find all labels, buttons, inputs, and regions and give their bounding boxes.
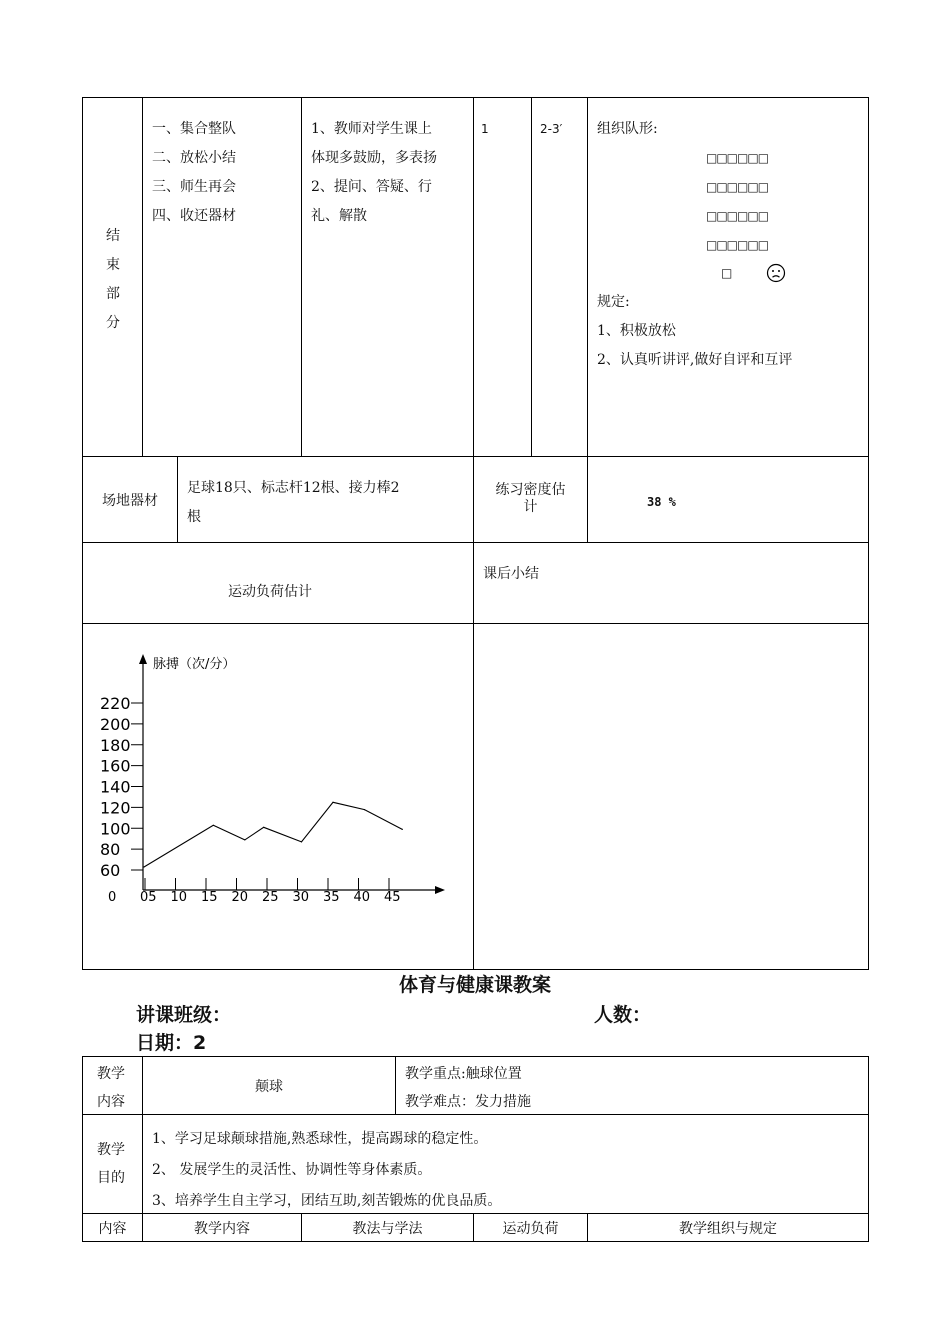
x-tick-label: 20	[231, 890, 249, 905]
y-tick-label: 120	[100, 798, 131, 818]
goal-item: 3、培养学生自主学习，团结互助,刻苦锻炼的优良品质。	[152, 1193, 502, 1209]
divider	[473, 97, 474, 457]
difficulty: 教学难点：发力措施	[405, 1094, 531, 1110]
formation-row: □□□□□□	[706, 209, 769, 223]
content-label: 教学 内容	[97, 1066, 125, 1110]
y-tick-label: 180	[100, 735, 131, 755]
y-tick-label: 100	[100, 819, 131, 839]
org-title: 组织队形:	[597, 121, 658, 137]
frown-face-icon	[766, 263, 786, 283]
pulse-chart	[83, 624, 473, 969]
summary-label: 课后小结	[483, 566, 539, 582]
x-tick-label: 30	[292, 890, 310, 905]
divider	[473, 457, 474, 970]
data-point	[402, 829, 403, 830]
divider	[587, 97, 588, 457]
col-header-organization: 教学组织与规定	[679, 1221, 777, 1237]
divider	[82, 456, 869, 457]
rules: 1、积极放松 2、认真听讲评,做好自评和互评	[597, 323, 793, 368]
divider	[395, 1056, 396, 1114]
formation	[706, 144, 768, 260]
formation-row: □□□□□□	[706, 180, 769, 194]
goal-item: 1、学习足球颠球措施,熟悉球性，提高踢球的稳定性。	[152, 1131, 488, 1147]
key-point: 教学重点:触球位置	[405, 1066, 522, 1082]
date-label: 日期：2	[136, 1032, 207, 1054]
x-axis-arrow	[435, 886, 445, 894]
equipment-value: 足球18只、标志杆12根、接力棒2 根	[187, 480, 400, 525]
y-tick-label: 140	[100, 777, 131, 797]
col-header-section: 内容	[98, 1221, 127, 1237]
x-tick-label: 10	[170, 890, 188, 905]
divider	[301, 97, 302, 457]
divider	[142, 97, 143, 457]
origin-label: 0	[108, 890, 117, 905]
divider	[531, 97, 532, 457]
data-point	[244, 839, 245, 840]
page-title: 体育与健康课教案	[398, 974, 551, 996]
divider	[587, 457, 588, 543]
data-point	[213, 825, 214, 826]
x-tick-label: 05	[140, 890, 157, 905]
goal-item: 2、 发展学生的灵活性、协调性等身体素质。	[152, 1162, 432, 1178]
content-value: 颠球	[255, 1078, 283, 1095]
data-point	[364, 809, 365, 810]
divider	[177, 457, 178, 543]
x-tick-label: 25	[262, 890, 279, 905]
density-label: 练习密度估 计	[495, 482, 566, 515]
formation-row: □□□□□□	[706, 238, 769, 252]
pulse-series-line	[144, 802, 402, 867]
teacher-mark: □	[721, 266, 733, 280]
y-tick-label: 80	[100, 840, 121, 860]
goal-label: 教学 目的	[97, 1142, 125, 1186]
goals	[152, 1124, 501, 1217]
y-tick-label: 60	[100, 861, 121, 880]
class-label: 讲课班级：	[136, 1004, 232, 1026]
y-tick-label: 200	[100, 714, 131, 734]
y-tick-label: 220	[100, 694, 131, 713]
section-label-ending: 结 束 部 分	[106, 228, 120, 331]
col-header-load: 运动负荷	[502, 1221, 559, 1237]
ending-method: 1、教师对学生课上 体现多鼓励，多表扬 2、提问、答疑、行 礼、解散	[311, 121, 437, 224]
data-point	[332, 802, 333, 803]
data-point	[301, 841, 302, 842]
formation-row: □□□□□□	[706, 151, 769, 165]
y-axis-arrow	[139, 654, 147, 664]
ending-duration: 2-3′	[540, 122, 563, 136]
y-tick-label: 160	[100, 756, 131, 776]
col-header-content: 教学内容	[194, 1221, 250, 1237]
x-tick-label: 40	[353, 890, 371, 905]
data-point	[263, 827, 264, 828]
count-label: 人数：	[594, 1004, 652, 1026]
x-tick-label: 15	[201, 890, 218, 905]
y-axis-label: 脉搏（次/分）	[153, 657, 236, 672]
rules-title: 规定:	[597, 294, 630, 310]
ending-content: 一、集合整队 二、放松小结 三、师生再会 四、收还器材	[152, 121, 236, 224]
density-value: 38 %	[647, 495, 676, 509]
x-tick-label: 35	[323, 890, 340, 905]
col-header-method: 教法与学法	[352, 1221, 423, 1237]
data-point	[143, 866, 144, 867]
divider	[82, 542, 869, 543]
equipment-label: 场地器材	[102, 492, 158, 509]
ending-times: 1	[481, 122, 489, 136]
load-label: 运动负荷估计	[228, 584, 312, 600]
x-tick-label: 45	[384, 890, 401, 905]
